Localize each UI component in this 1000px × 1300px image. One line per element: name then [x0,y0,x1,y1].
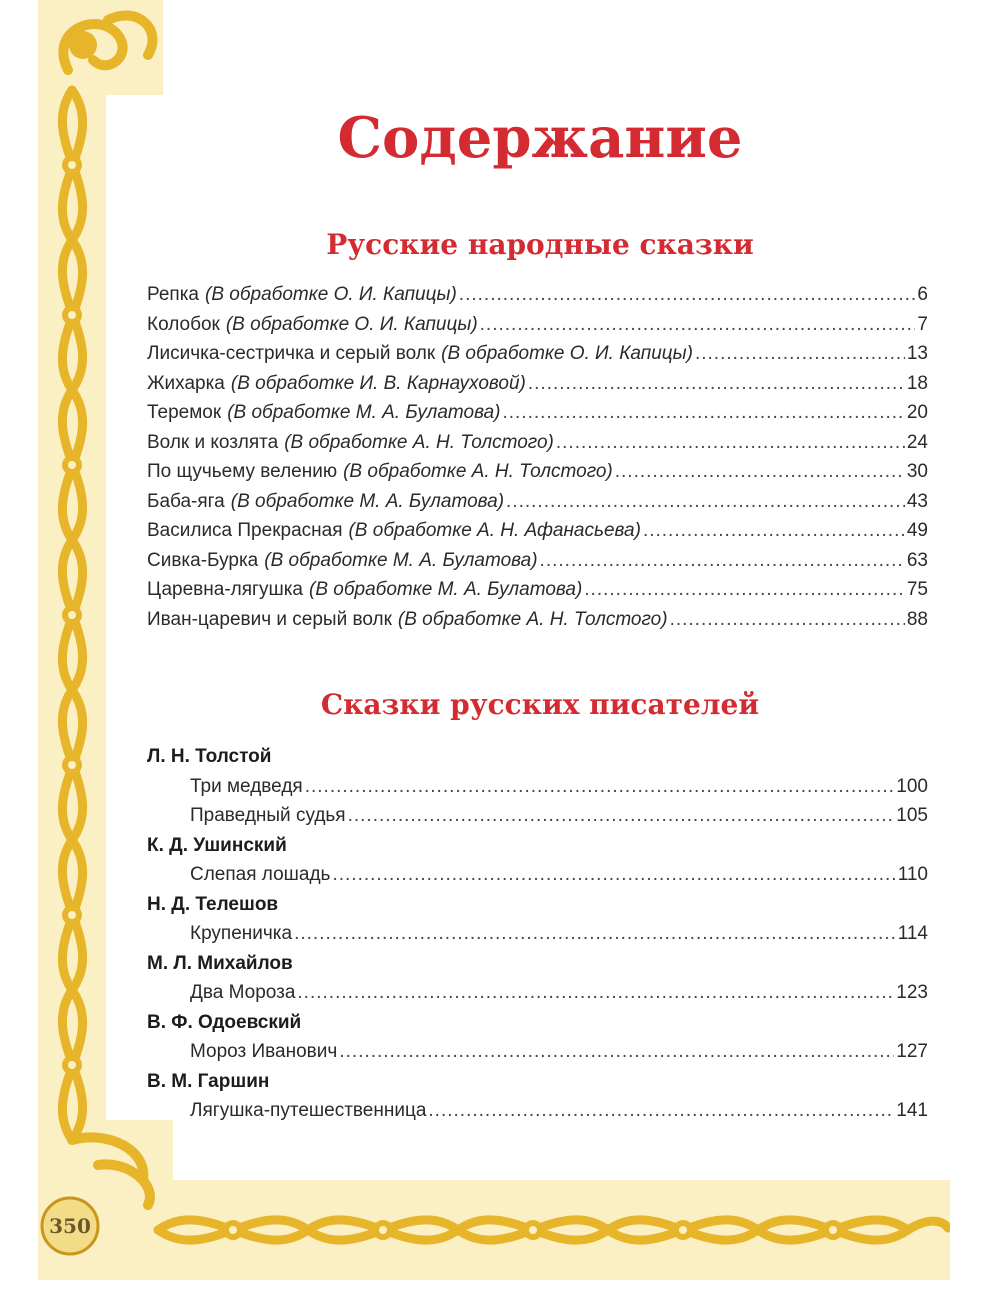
entry-title: Сивка-Бурка [147,549,259,571]
toc-entry [147,339,928,369]
entry-page: 13 [906,343,928,364]
toc-writers-tales [147,742,928,1126]
dot-leader [480,310,916,340]
entry-page: 110 [897,864,928,885]
entry-page: 75 [906,579,928,600]
entry-title: Лягушка-путешественница [190,1100,427,1121]
entry-editor: (В обработке А. Н. Афанасьева) [348,520,641,541]
dot-leader [643,516,905,546]
entry-title: Крупеничка [190,923,293,944]
dot-leader [502,398,904,428]
dot-leader [294,919,896,949]
entry-title: Баба-яга [147,490,225,512]
dot-leader [348,801,895,831]
border-bottom-band [38,1180,950,1280]
dot-leader [428,1096,894,1126]
author-name: М. Л. Михайлов [147,952,293,974]
entry-page: 7 [917,313,928,335]
toc-entry [147,398,928,428]
toc-entry [147,919,928,949]
entry-editor: (В обработке О. И. Капицы) [441,343,693,364]
entry-title: Царевна-лягушка [147,579,303,600]
author-name: Л. Н. Толстой [147,746,272,767]
border-top-corner [38,0,163,95]
dot-leader [506,487,905,517]
entry-page: 105 [896,805,928,826]
entry-editor: (В обработке И. В. Карнауховой) [230,372,526,394]
entry-editor: (В обработке О. И. Капицы) [205,284,457,305]
toc-entry [147,1096,928,1126]
dot-leader [556,428,905,458]
entry-title: Лисичка-сестричка и серый волк [147,343,436,364]
entry-editor: (В обработке А. Н. Толстого) [284,431,554,453]
toc-entry [147,860,928,890]
entry-title: Три медведя [190,775,303,797]
entry-title: Теремок [147,402,222,423]
toc-entry [147,516,928,546]
toc-entry [147,310,928,340]
entry-page: 24 [906,431,928,453]
dot-leader [695,339,905,369]
page-number: 350 [49,1214,91,1238]
toc-entry [147,978,928,1008]
dot-leader [297,978,894,1008]
entry-title: Волк и козлята [147,431,279,453]
entry-title: Колобок [147,313,220,335]
toc-entry [147,801,928,831]
author-name: Н. Д. Телешов [147,893,279,915]
dot-leader [670,605,905,635]
entry-page: 63 [906,549,928,571]
dot-leader [459,280,916,310]
entry-page: 6 [917,284,928,305]
toc-entry [147,280,928,310]
entry-editor: (В обработке А. Н. Толстого) [343,461,613,482]
dot-leader [540,546,905,576]
entry-title: Слепая лошадь [190,864,331,885]
author-name: В. Ф. Одоевский [147,1011,302,1033]
section-title-folk-tales: Русские народные сказки [326,228,754,261]
page-title: Содержание [337,105,743,171]
entry-page: 88 [906,608,928,630]
entry-title: Иван-царевич и серый волк [147,608,392,630]
toc-entry [147,369,928,399]
entry-page: 30 [906,461,928,482]
toc-entry [147,546,928,576]
entry-page: 100 [896,775,928,797]
entry-page: 49 [906,520,928,541]
entry-editor: (В обработке М. А. Булатова) [230,490,505,512]
author-name: К. Д. Ушинский [147,834,287,856]
border-left-band [38,0,106,1280]
toc-entry [147,575,928,605]
entry-title: Василиса Прекрасная [147,520,343,541]
entry-editor: (В обработке М. А. Булатова) [264,549,538,571]
dot-leader [305,772,895,802]
entry-page: 18 [906,372,928,394]
dot-leader [528,369,905,399]
entry-editor: (В обработке М. А. Булатова) [227,402,501,423]
entry-page: 114 [897,923,928,944]
toc-folk-tales [147,280,928,634]
author-name: В. М. Гаршин [147,1070,270,1092]
entry-title: Праведный судья [190,805,346,826]
dot-leader [615,457,905,487]
dot-leader [339,1037,894,1067]
section-title-writers-tales: Сказки русских писателей [320,688,760,721]
entry-editor: (В обработке М. А. Булатова) [309,579,583,600]
entry-page: 43 [906,490,928,512]
entry-title: По щучьему велению [147,461,338,482]
toc-entry [147,487,928,517]
toc-entry [147,772,928,802]
entry-title: Два Мороза [190,982,296,1003]
entry-page: 123 [896,982,928,1003]
toc-entry [147,428,928,458]
toc-entry [147,1037,928,1067]
dot-leader [584,575,905,605]
entry-editor: (В обработке О. И. Капицы) [225,313,478,335]
entry-title: Репка [147,284,199,305]
entry-page: 127 [896,1041,928,1062]
entry-title: Жихарка [147,372,225,394]
entry-title: Мороз Иванович [190,1041,338,1062]
entry-page: 141 [896,1100,928,1121]
entry-editor: (В обработке А. Н. Толстого) [397,608,668,630]
toc-entry [147,605,928,635]
dot-leader [332,860,895,890]
toc-entry [147,457,928,487]
entry-page: 20 [906,402,928,423]
